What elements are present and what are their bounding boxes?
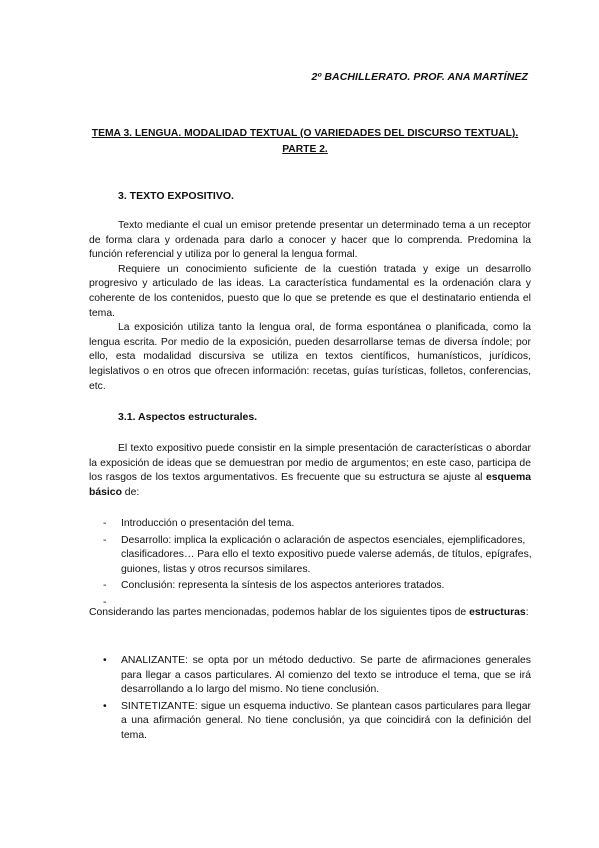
- p2-bold-term: estructuras: [469, 607, 526, 618]
- section-3-1-types-intro: [89, 606, 531, 621]
- section-3-1-heading: 3.1. Aspectos estructurales.: [118, 411, 258, 423]
- dash-item-text: Introducción o presentación del tema.: [121, 518, 295, 529]
- dash-item-text: Desarrollo: implica la explicación o aclaración de aspectos esenciales, ejemplificadores, clasificadores… Para ello el texto expositivo puede valerse además, de títulos, epígrafes, guiones, listas y otros recursos similares.: [121, 534, 532, 575]
- dash-marker: -: [103, 580, 107, 592]
- section-3-paragraph-3: La exposición utiliza tanto la lengua oral, de forma espontánea o planificada, como la lengua escrita. Por medio de la exposición, pueden desarrollarse temas de diversa índole; por ello, esta modalidad discursiva se utiliza en textos científicos, humanísticos, jurídicos, legislativos o en otros que ofrecen información: recetas, guías turísticas, folletos, conferencias, etc.: [89, 322, 531, 392]
- bullet-item-text: SINTETIZANTE: sigue un esquema inductivo. Se plantean casos particulares para llegar a una afirmación general. No tiene conclusión, ya que coincidirá con la definición del tema.: [121, 700, 531, 741]
- p1-text-before: El texto expositivo puede consistir en la simple presentación de características o abordar la exposición de ideas que se demuestran por medio de argumentos; en este caso, participa de los rasgos de los textos argumentativos. Es frecuente que su estructura se ajuste al: [89, 443, 531, 484]
- section-3-heading: 3. TEXTO EXPOSITIVO.: [118, 190, 234, 202]
- structure-types-list: [103, 654, 531, 746]
- section-3-paragraph-2: Requiere un conocimiento suficiente de la cuestión tratada y exige un desarrollo progresivo y articulado de las ideas. La característica fundamental es la ordenación clara y coherente de los contenidos, puesto que lo que se pretende es que el destinatario entienda el tema.: [89, 263, 531, 319]
- section-3-body: [89, 219, 531, 394]
- bullet-marker: •: [103, 655, 107, 666]
- p2-text-before: Considerando las partes mencionadas, podemos hablar de los siguientes tipos de: [89, 607, 470, 618]
- section-3-1-paragraph-2: [89, 606, 531, 621]
- p1-text-after: de:: [121, 486, 140, 498]
- section-3-1-paragraph-1: [89, 442, 531, 500]
- section-3-1-intro: [89, 442, 531, 500]
- dash-list-item: [103, 517, 533, 532]
- bullet-marker: •: [103, 700, 107, 712]
- title-line-1: TEMA 3. LENGUA. MODALIDAD TEXTUAL (O VARIEDADES DEL DISCURSO TEXTUAL).: [91, 128, 519, 139]
- p2-text-after: :: [525, 607, 529, 618]
- course-header: 2º BACHILLERATO. PROF. ANA MARTÍNEZ: [311, 71, 528, 83]
- p1-bold-term: esquema básico: [89, 472, 531, 498]
- bullet-list-item: [103, 654, 531, 698]
- dash-marker: -: [103, 596, 107, 608]
- title-line-2: PARTE 2.: [282, 144, 328, 155]
- dash-item-text: Conclusión: representa la síntesis de los aspectos anteriores tratados.: [121, 580, 445, 592]
- structure-dash-list: [103, 517, 533, 613]
- dash-list-item: [103, 534, 533, 578]
- dash-marker: -: [103, 518, 107, 529]
- bullet-item-text: ANALIZANTE: se opta por un método deductivo. Se parte de afirmaciones generales para llegar a casos particulares. Al comienzo del texto se introduce el tema, que se irá desarrollando a lo largo del mismo. No tiene conclusión.: [121, 655, 531, 696]
- dash-marker: -: [103, 534, 107, 546]
- dash-list-item: [103, 579, 533, 594]
- document-title: [90, 126, 520, 158]
- section-3-paragraph-1: Texto mediante el cual un emisor pretende presentar un determinado tema a un receptor de forma clara y ordenada para darlo a conocer y hacer que lo comprenda. Predomina la función referencial y utiliza por lo general la lengua formal.: [89, 220, 531, 261]
- bullet-list-item: [103, 700, 531, 744]
